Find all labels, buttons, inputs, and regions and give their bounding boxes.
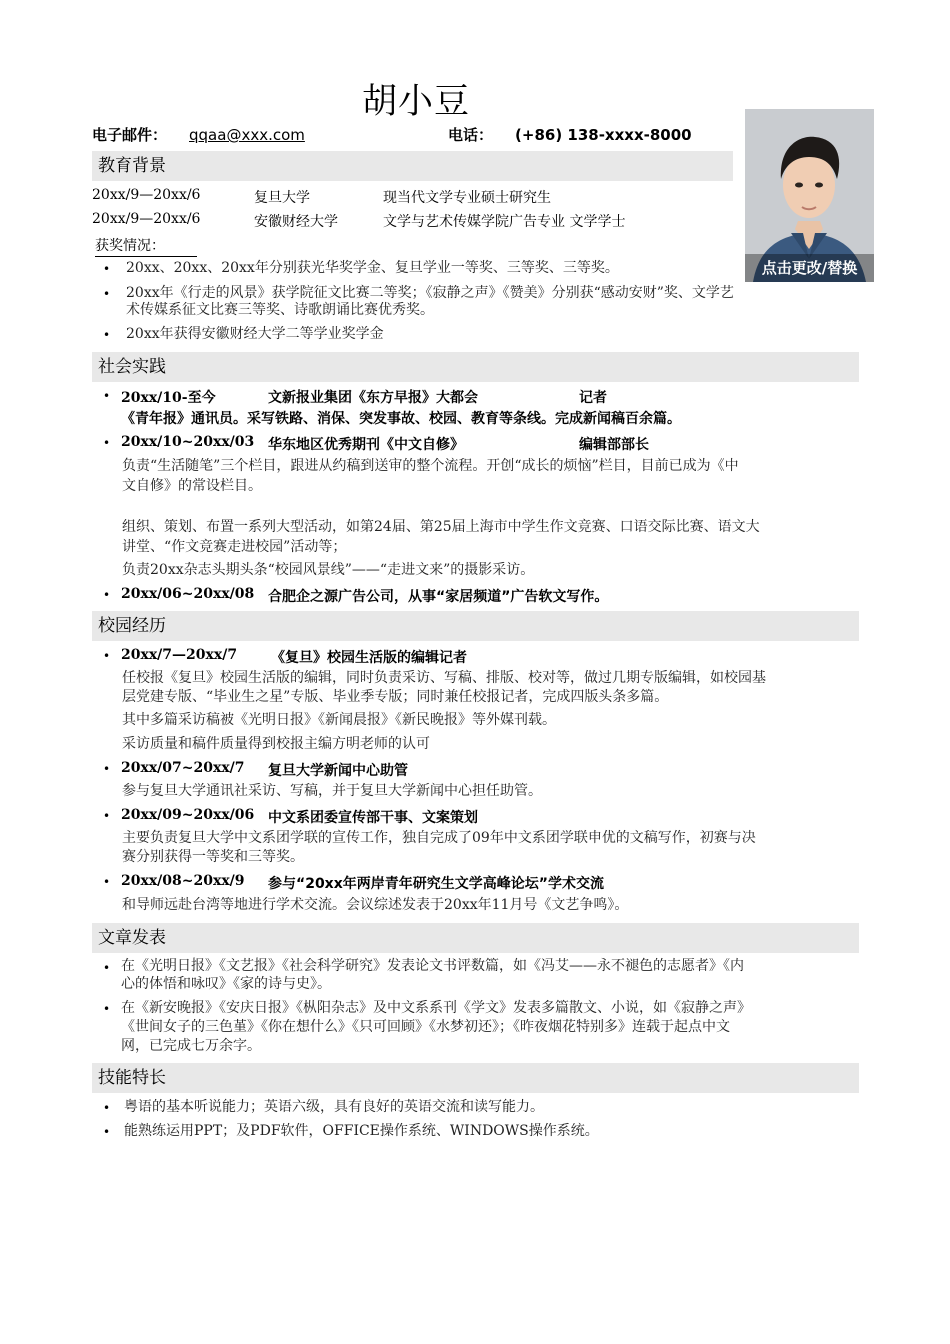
practice-date: 20xx/06~20xx/08	[121, 586, 255, 602]
section-header-articles: 文章发表	[92, 923, 859, 953]
award-item: 20xx年《行走的风景》获学院征文比赛二等奖；《寂静之声》《赞美》分别获“感动安财”奖、文学艺	[126, 285, 734, 301]
campus-date: 20xx/07~20xx/7	[121, 760, 245, 776]
phone-row	[448, 124, 692, 145]
award-item: 20xx、20xx、20xx年分别获光华奖学金、复旦学业一等奖、三等奖、三等奖。	[126, 260, 619, 276]
bullet: •	[103, 328, 111, 342]
education-date: 20xx/9—20xx/6	[92, 187, 201, 203]
campus-date: 20xx/08~20xx/9	[121, 873, 245, 889]
awards-label: 获奖情况：	[95, 235, 197, 257]
education-date: 20xx/9—20xx/6	[92, 211, 201, 227]
campus-date: 20xx/7—20xx/7	[121, 647, 238, 663]
practice-desc: 《青年报》通讯员。采写铁路、消保、突发事故、校园、教育等条线。完成新闻稿百余篇。	[121, 411, 681, 427]
phone-value: (+86) 138-xxxx-8000	[515, 126, 692, 144]
campus-desc: 采访质量和稿件质量得到校报主编方明老师的认可	[122, 736, 430, 752]
bullet: •	[103, 809, 111, 823]
campus-date: 20xx/09~20xx/06	[121, 807, 255, 823]
campus-title: 《复旦》校园生活版的编辑记者	[271, 650, 467, 666]
practice-date: 20xx/10~20xx/03	[121, 434, 255, 450]
skill-item: 粤语的基本听说能力；英语六级，具有良好的英语交流和读写能力。	[124, 1099, 544, 1115]
practice-org: 文新报业集团《东方早报》大都会	[268, 390, 478, 406]
practice-desc: 组织、策划、布置一系列大型活动，如第24届、第25届上海市中学生作文竞赛、口语交际比赛、语文大	[122, 519, 760, 535]
bullet: •	[103, 287, 111, 301]
email-link[interactable]: qqaa@xxx.com	[189, 126, 305, 144]
practice-role: 编辑部部长	[579, 437, 649, 453]
bullet: •	[103, 961, 111, 975]
bullet: •	[103, 436, 111, 450]
resume-name: 胡小豆	[362, 82, 471, 122]
campus-desc: 其中多篇采访稿被《光明日报》《新闻晨报》《新民晚报》等外媒刊载。	[122, 712, 556, 728]
campus-title: 复旦大学新闻中心助管	[268, 763, 408, 779]
campus-title: 中文系团委宣传部干事、文案策划	[268, 810, 478, 826]
practice-org: 合肥企之源广告公司，从事“家居频道”广告软文写作。	[268, 589, 609, 605]
campus-desc: 任校报《复旦》校园生活版的编辑，同时负责采访、写稿、排版、校对等，做过几期专版编辑，如校园基	[122, 670, 766, 686]
section-header-skills: 技能特长	[92, 1063, 859, 1093]
practice-role: 记者	[579, 390, 607, 406]
bullet: •	[103, 762, 111, 776]
practice-org: 华东地区优秀期刊《中文自修》	[268, 437, 464, 453]
article-item-continued: 心的体悟和咏叹》《家的诗与史》。	[121, 976, 331, 992]
bullet: •	[103, 649, 111, 663]
article-item-continued: 网，已完成七万余字。	[121, 1038, 261, 1054]
education-major: 现当代文学专业硕士研究生	[383, 190, 551, 206]
bullet: •	[103, 875, 111, 889]
practice-date: 20xx/10-至今	[121, 390, 216, 406]
article-item: 在《光明日报》《文艺报》《社会科学研究》发表论文书评数篇，如《冯艾——永不褪色的志愿者》《内	[121, 958, 744, 974]
award-item-continued: 术传媒系征文比赛三等奖、诗歌朗诵比赛优秀奖。	[126, 302, 434, 318]
section-header-practice: 社会实践	[92, 352, 859, 382]
section-header-education: 教育背景	[92, 151, 733, 181]
practice-desc: 负责“生活随笔”三个栏目，跟进从约稿到送审的整个流程。开创“成长的烦恼”栏目，目前已成为《中	[122, 458, 739, 474]
education-school: 安徽财经大学	[254, 214, 338, 230]
profile-photo[interactable]	[745, 109, 874, 282]
article-item-continued: 《世间女子的三色堇》《你在想什么》《只可回顾》《水梦初还》；《昨夜烟花特别多》连载于起点中文	[121, 1019, 730, 1035]
skill-item: 能熟练运用PPT；及PDF软件，OFFICE操作系统、WINDOWS操作系统。	[124, 1123, 599, 1139]
bullet: •	[103, 389, 111, 403]
campus-desc: 主要负责复旦大学中文系团学联的宣传工作，独自完成了09年中文系团学联申优的文稿写作，初赛与决	[122, 830, 756, 846]
email-row	[92, 124, 305, 145]
bullet: •	[103, 1125, 111, 1139]
campus-desc: 参与复旦大学通讯社采访、写稿，并于复旦大学新闻中心担任助管。	[122, 783, 542, 799]
bullet: •	[103, 1002, 111, 1016]
practice-desc: 文自修》的常设栏目。	[122, 478, 262, 494]
photo-change-caption[interactable]: 点击更改/替换	[745, 254, 874, 282]
section-header-campus: 校园经历	[92, 611, 859, 641]
campus-desc: 赛分别获得一等奖和三等奖。	[122, 849, 304, 865]
practice-desc: 讲堂、“作文竞赛走进校园”活动等；	[122, 539, 347, 555]
education-major: 文学与艺术传媒学院广告专业 文学学士	[383, 214, 626, 230]
award-item: 20xx年获得安徽财经大学二等学业奖学金	[126, 326, 384, 342]
education-school: 复旦大学	[254, 190, 310, 206]
practice-desc: 负责20xx杂志头期头条“校园风景线”——“走进文来”的摄影采访。	[122, 562, 535, 578]
bullet: •	[103, 588, 111, 602]
campus-desc: 层党建专版、“毕业生之星”专版、毕业季专版；同时兼任校报记者，完成四版头条多篇。	[122, 689, 669, 705]
phone-label: 电话：	[448, 126, 494, 144]
bullet: •	[103, 262, 111, 276]
campus-desc: 和导师远赴台湾等地进行学术交流。会议综述发表于20xx年11月号《文艺争鸣》。	[122, 897, 629, 913]
email-label: 电子邮件：	[92, 126, 168, 144]
bullet: •	[103, 1101, 111, 1115]
campus-title: 参与“20xx年两岸青年研究生文学高峰论坛”学术交流	[268, 876, 604, 892]
article-item: 在《新安晚报》《安庆日报》《枞阳杂志》及中文系系刊《学文》发表多篇散文、小说，如《寂静之声》	[121, 1000, 751, 1016]
